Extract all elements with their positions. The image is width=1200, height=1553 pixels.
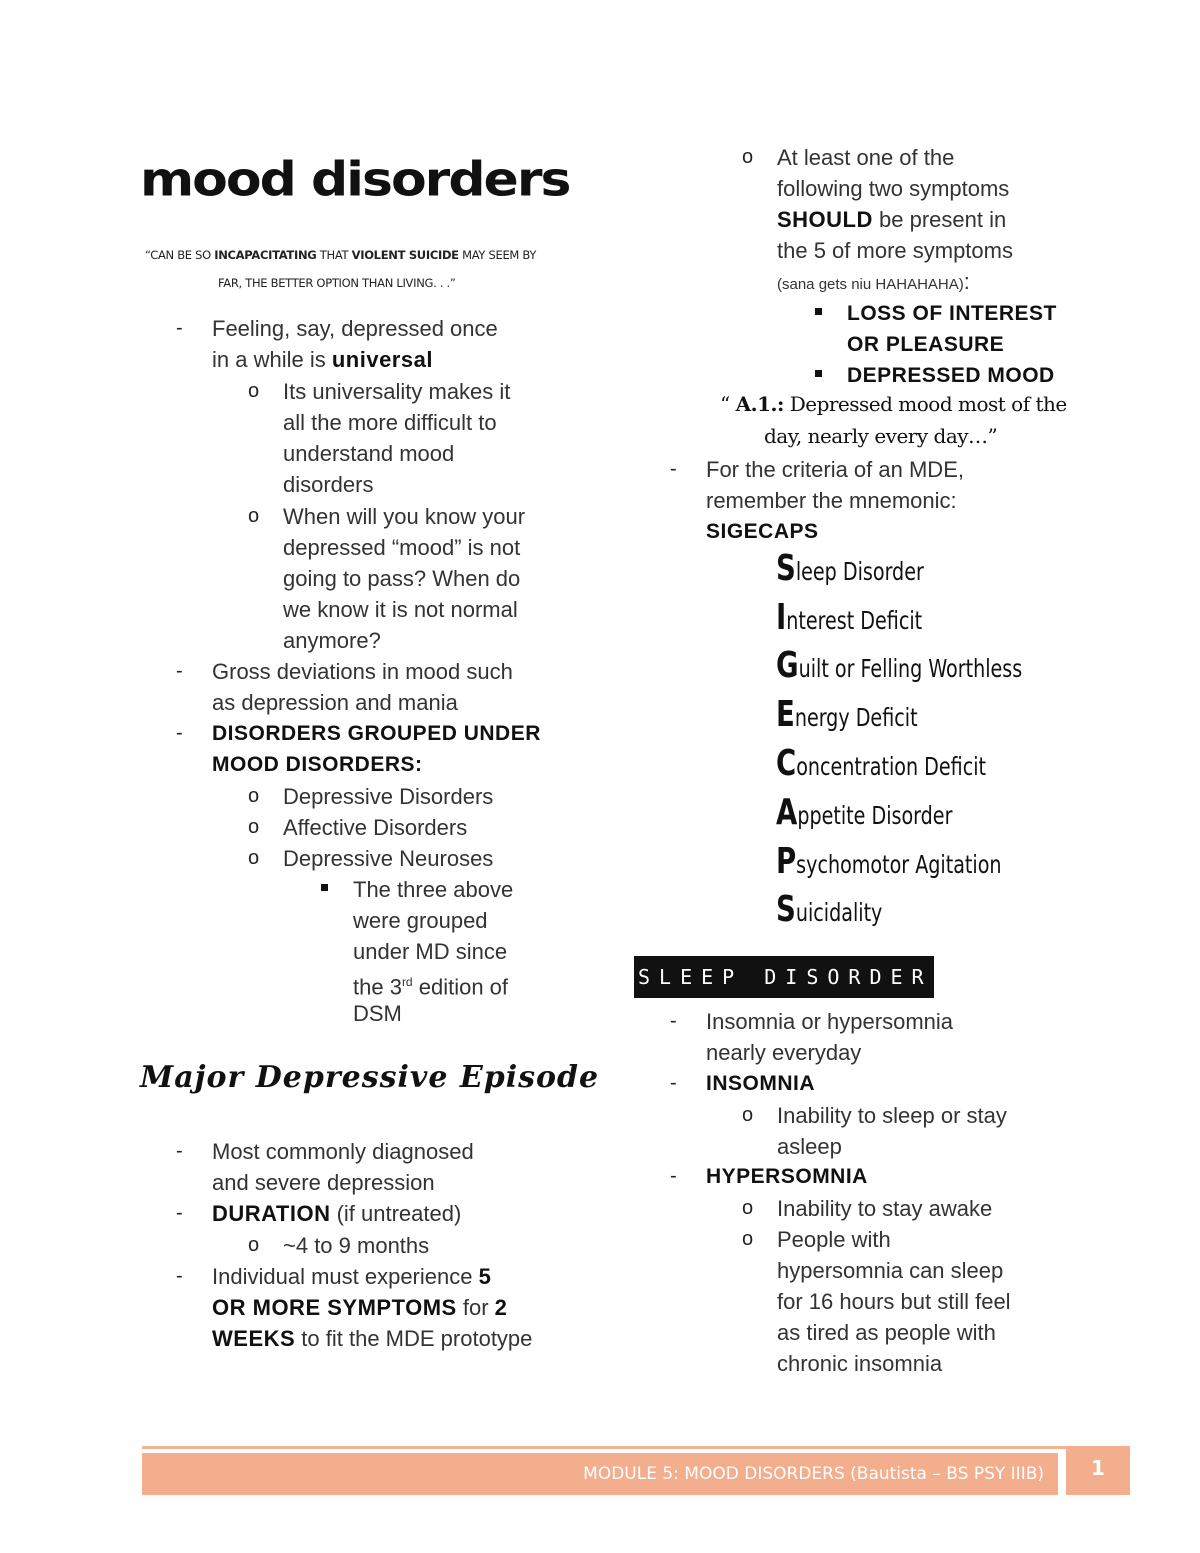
circle-bullet: o [248, 816, 260, 838]
text-line: Affective Disorders [283, 815, 468, 840]
mnemonic-item: Concentration Deficit [776, 743, 987, 784]
text-line: OR PLEASURE [847, 333, 1005, 356]
text-line: Individual must experience 5 [212, 1264, 492, 1289]
text-line: in a while is universal [212, 347, 433, 372]
mnemonic-item: Psychomotor Agitation [776, 841, 1002, 882]
text-line: For the criteria of an MDE, [706, 457, 964, 482]
text-line: LOSS OF INTEREST [847, 302, 1057, 325]
circle-bullet: o [742, 1104, 754, 1126]
text-line: understand mood [283, 441, 455, 466]
criterion-quote-line-1: “ A.1.: Depressed mood most of the [720, 392, 1067, 416]
text-line: as tired as people with [777, 1320, 996, 1345]
footer-rule [142, 1446, 1130, 1449]
circle-bullet: o [248, 1234, 260, 1256]
circle-bullet: o [248, 785, 260, 807]
text-line: MOOD DISORDERS: [212, 753, 423, 776]
text-line: asleep [777, 1134, 842, 1159]
text-line: (sana gets niu HAHAHAHA): [777, 269, 970, 294]
text-line: WEEKS to fit the MDE prototype [212, 1326, 533, 1351]
circle-bullet: o [248, 847, 260, 869]
text-line: hypersomnia can sleep [777, 1258, 1004, 1283]
circle-bullet: o [248, 505, 260, 527]
text-line: DSM [353, 1001, 402, 1026]
square-bullet [815, 370, 822, 377]
dash-bullet: - [176, 317, 183, 339]
text-line: the 5 of more symptoms [777, 238, 1013, 263]
mnemonic-item: Suicidality [776, 889, 883, 930]
epigraph-line-1: “CAN BE SO INCAPACITATING THAT VIOLENT SUICIDE MAY SEEM BY [145, 248, 537, 262]
text-line: ~4 to 9 months [283, 1233, 430, 1258]
text-line: DEPRESSED MOOD [847, 364, 1055, 387]
text-line: depressed “mood” is not [283, 535, 521, 560]
text-line: INSOMNIA [706, 1072, 815, 1095]
text-line: under MD since [353, 939, 508, 964]
text-line: Depressive Disorders [283, 784, 494, 809]
epigraph-line-2: FAR, THE BETTER OPTION THAN LIVING. . .” [218, 276, 456, 290]
text-line: Inability to sleep or stay [777, 1103, 1007, 1128]
dash-bullet: - [176, 660, 183, 682]
text-line: At least one of the [777, 145, 955, 170]
text-line: OR MORE SYMPTOMS for 2 [212, 1295, 508, 1320]
page-number: 1 [1066, 1446, 1130, 1495]
mnemonic-item: Guilt or Felling Worthless [776, 645, 1023, 686]
text-line: following two symptoms [777, 176, 1010, 201]
dash-bullet: - [670, 1165, 677, 1187]
circle-bullet: o [742, 146, 754, 168]
square-bullet [815, 308, 822, 315]
dash-bullet: - [670, 458, 677, 480]
dash-bullet: - [176, 1140, 183, 1162]
dash-bullet: - [176, 1265, 183, 1287]
text-line: Gross deviations in mood such [212, 659, 513, 684]
text-line: Inability to stay awake [777, 1196, 993, 1221]
section-heading-sleep-disorder: SLEEP DISORDER [634, 956, 934, 998]
text-line: the 3rd edition of [353, 974, 509, 1000]
text-line: The three above [353, 877, 514, 902]
page-title: mood disorders [140, 153, 570, 207]
circle-bullet: o [742, 1228, 754, 1250]
text-line: for 16 hours but still feel [777, 1289, 1011, 1314]
text-line: all the more difficult to [283, 410, 497, 435]
text-line: anymore? [283, 628, 381, 653]
text-line: Depressive Neuroses [283, 846, 494, 871]
text-line: going to pass? When do [283, 566, 521, 591]
text-line: nearly everyday [706, 1040, 862, 1065]
text-line: People with [777, 1227, 891, 1252]
mnemonic-item: Interest Deficit [776, 597, 923, 638]
text-line: disorders [283, 472, 374, 497]
text-line: we know it is not normal [283, 597, 518, 622]
text-line: and severe depression [212, 1170, 435, 1195]
text-line: Feeling, say, depressed once [212, 316, 498, 341]
dash-bullet: - [176, 722, 183, 744]
section-heading-mde: Major Depressive Episode [140, 1060, 600, 1095]
footer-divider [1058, 1453, 1066, 1495]
circle-bullet: o [248, 380, 260, 402]
text-line: Insomnia or hypersomnia [706, 1009, 954, 1034]
dash-bullet: - [176, 1202, 183, 1224]
text-line: were grouped [353, 908, 488, 933]
criterion-quote-line-2: day, nearly every day…” [764, 424, 998, 448]
text-line: chronic insomnia [777, 1351, 943, 1376]
footer-module-label: MODULE 5: MOOD DISORDERS (Bautista – BS PSY IIIB) [142, 1453, 1058, 1495]
text-line: Its universality makes it [283, 379, 511, 404]
text-line: remember the mnemonic: [706, 488, 957, 513]
text-line: SHOULD be present in [777, 207, 1007, 232]
text-line: HYPERSOMNIA [706, 1165, 868, 1188]
square-bullet [321, 884, 328, 891]
dash-bullet: - [670, 1072, 677, 1094]
text-line: DURATION (if untreated) [212, 1201, 462, 1226]
text-line: DISORDERS GROUPED UNDER [212, 722, 541, 745]
text-line: When will you know your [283, 504, 526, 529]
mnemonic-item: Appetite Disorder [776, 792, 953, 833]
mnemonic-item: Sleep Disorder [776, 548, 924, 589]
mnemonic-item: Energy Deficit [776, 694, 918, 735]
text-line: SIGECAPS [706, 520, 819, 543]
text-line: Most commonly diagnosed [212, 1139, 474, 1164]
dash-bullet: - [670, 1010, 677, 1032]
text-line: as depression and mania [212, 690, 458, 715]
circle-bullet: o [742, 1197, 754, 1219]
